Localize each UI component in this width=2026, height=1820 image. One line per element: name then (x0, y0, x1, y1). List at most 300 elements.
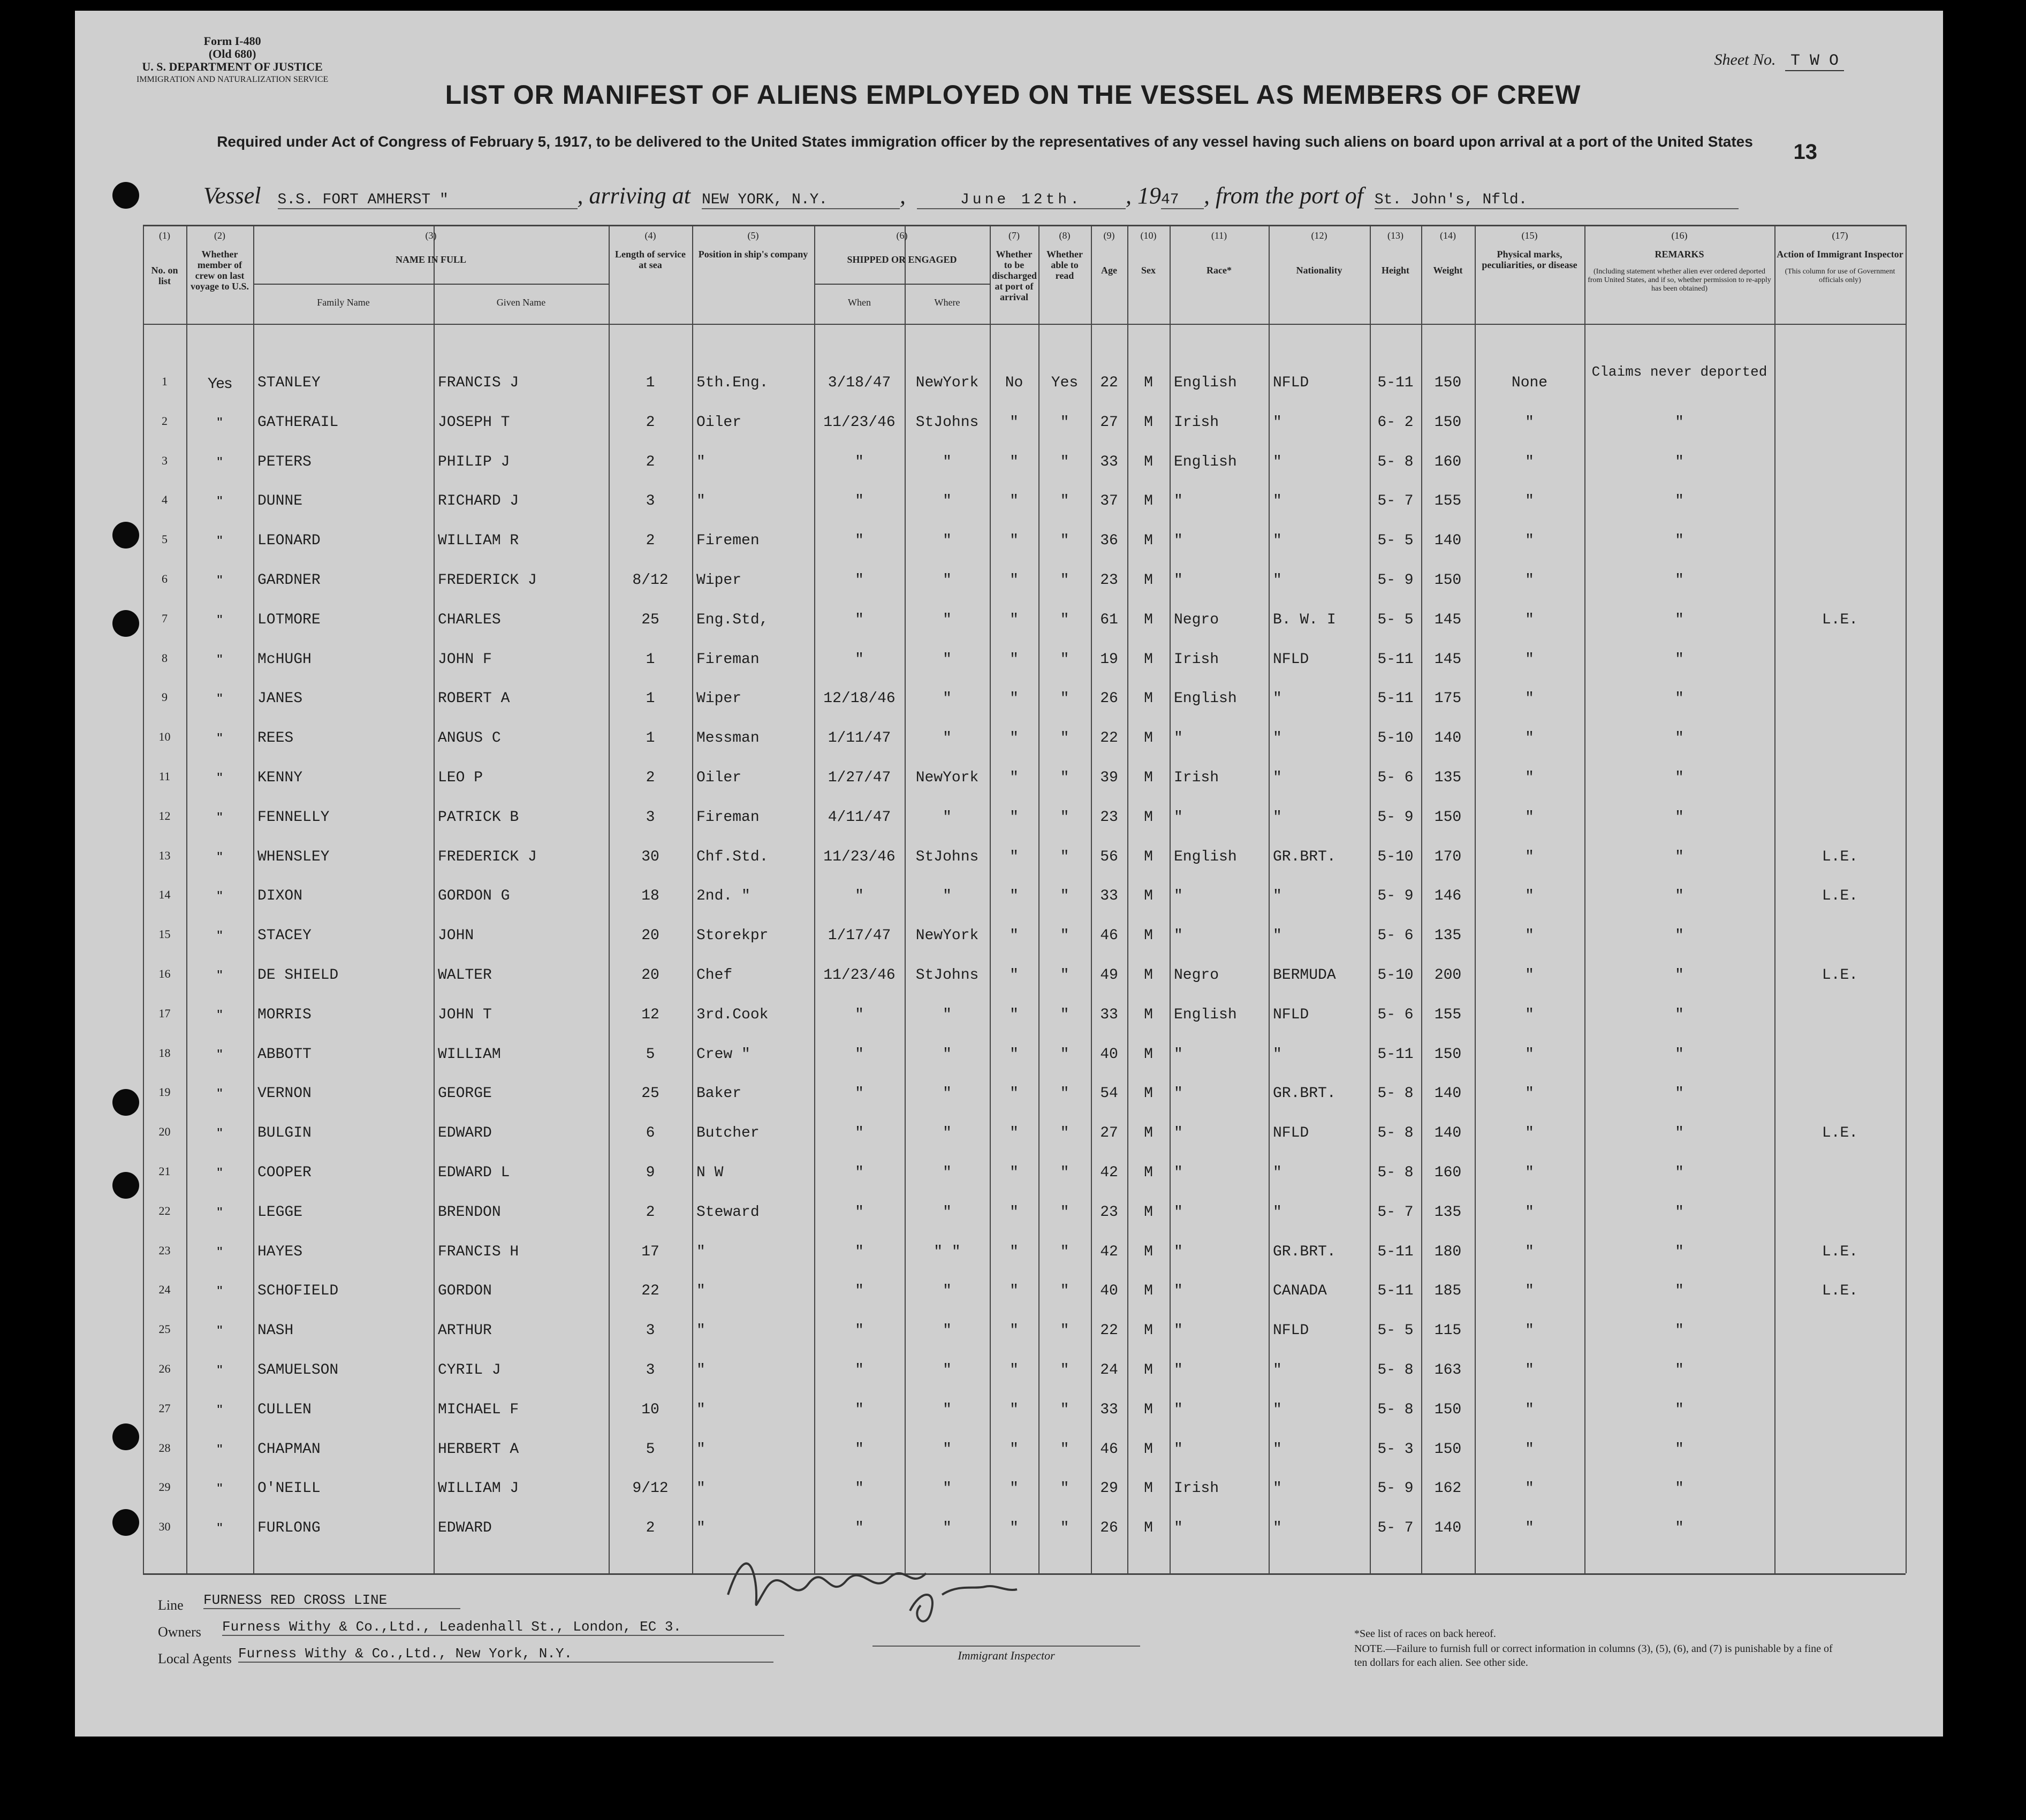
table-cell: 160 (1434, 1164, 1462, 1181)
table-cell: 135 (1434, 927, 1462, 945)
table-cell: M (1144, 1441, 1153, 1458)
table-cell: Irish (1174, 770, 1219, 786)
table-cell: 22 (1100, 730, 1118, 747)
table-cell: M (1144, 770, 1153, 786)
table-cell: 5- 9 (1377, 809, 1414, 826)
table-cell: Fireman (696, 651, 760, 668)
table-cell: " (1675, 848, 1684, 865)
table-cell: 20 (641, 967, 659, 984)
vessel-label: Vessel (203, 182, 261, 209)
table-cell: 145 (1434, 651, 1462, 668)
table-cell: GR.BRT. (1273, 848, 1336, 865)
table-cell: " (217, 809, 223, 826)
table-cell: 150 (1434, 1441, 1462, 1458)
table-cell: L.E. (1822, 1283, 1858, 1300)
table-cell: " (1675, 927, 1684, 945)
row-number: 21 (158, 1164, 171, 1178)
column-header: Race* (1207, 265, 1232, 276)
table-cell: M (1144, 848, 1153, 865)
table-cell: " (943, 1322, 952, 1339)
table-cell: 115 (1434, 1322, 1462, 1339)
table-cell: " (1060, 1006, 1069, 1023)
table-cell: " (943, 1046, 952, 1063)
column-subheader: Family Name (317, 297, 370, 308)
table-cell: " (1675, 453, 1684, 470)
table-cell: 5- 7 (1377, 1204, 1414, 1221)
agents-value: Furness Withy & Co.,Ltd., New York, N.Y. (238, 1646, 773, 1663)
table-cell: " (1525, 532, 1534, 550)
table-cell: " (1273, 1164, 1282, 1181)
table-cell: English (1174, 453, 1237, 470)
table-cell: 146 (1434, 888, 1462, 905)
table-cell: 5-10 (1377, 967, 1414, 984)
table-cell: 2 (646, 770, 655, 786)
table-cell: M (1144, 730, 1153, 747)
row-number: 15 (158, 927, 171, 941)
table-cell: " (217, 611, 223, 628)
table-cell: Irish (1174, 1480, 1219, 1497)
table-cell: " (1010, 1322, 1019, 1339)
table-cell: SCHOFIELD (257, 1283, 339, 1300)
form-number: Form I-480 (203, 34, 261, 48)
column-header: Position in ship's company (698, 249, 808, 260)
table-cell: M (1144, 1480, 1153, 1497)
table-cell: " (855, 1401, 864, 1418)
column-number: (16) (1671, 230, 1688, 241)
column-number: (7) (1008, 230, 1020, 241)
table-cell: " (1675, 1243, 1684, 1260)
table-cell: " (1525, 1441, 1534, 1458)
table-cell: 19 (1100, 651, 1118, 668)
column-number: (1) (159, 230, 170, 241)
table-cell: " (943, 1204, 952, 1221)
table-cell: M (1144, 1283, 1153, 1300)
table-cell: " (855, 1125, 864, 1142)
table-cell: 180 (1434, 1243, 1462, 1260)
table-cell: " (1010, 611, 1019, 628)
table-cell: 3/18/47 (828, 375, 891, 391)
table-cell: Irish (1174, 651, 1219, 668)
table-cell: 23 (1100, 572, 1118, 589)
table-cell: 162 (1434, 1480, 1462, 1497)
table-cell: CYRIL J (438, 1362, 501, 1379)
row-number: 6 (162, 572, 168, 585)
table-cell: 5- 9 (1377, 888, 1414, 905)
table-cell: " (943, 651, 952, 668)
table-cell: " (1174, 532, 1183, 550)
table-cell: 5- 8 (1377, 1085, 1414, 1102)
table-cell: " (1273, 493, 1282, 510)
table-cell: LOTMORE (257, 611, 321, 628)
table-cell: Steward (696, 1204, 760, 1221)
table-cell: " (1174, 1204, 1183, 1221)
table-cell: 5- 5 (1377, 1322, 1414, 1339)
arrival-year: 47 (1161, 192, 1204, 209)
table-cell: " (217, 1204, 223, 1221)
column-header: SHIPPED OR ENGAGED (847, 254, 957, 265)
table-cell: " (943, 1164, 952, 1181)
column-header: Length of service at sea (615, 249, 686, 270)
table-cell: " (1060, 1085, 1069, 1102)
table-cell: " (943, 1125, 952, 1142)
table-cell: " (217, 414, 223, 431)
table-cell: GATHERAIL (257, 414, 339, 431)
column-number: (5) (747, 230, 759, 241)
table-cell: M (1144, 532, 1153, 550)
table-cell: JOHN (438, 927, 474, 945)
table-cell: " (217, 1480, 223, 1497)
table-cell: GARDNER (257, 572, 321, 589)
table-cell: " (1060, 453, 1069, 470)
table-cell: " (1525, 1204, 1534, 1221)
table-cell: JANES (257, 690, 303, 707)
table-cell: 17 (641, 1243, 659, 1260)
table-cell: " (1174, 1283, 1183, 1300)
table-cell: " (943, 809, 952, 826)
table-cell: BULGIN (257, 1125, 312, 1142)
table-cell: " (696, 493, 705, 510)
table-cell: 42 (1100, 1243, 1118, 1260)
row-number: 3 (162, 453, 168, 467)
table-cell: STACEY (257, 927, 312, 945)
table-cell: " (1010, 1480, 1019, 1497)
table-cell: KENNY (257, 770, 303, 786)
table-cell: " (1010, 1441, 1019, 1458)
table-cell: " (1525, 1480, 1534, 1497)
table-cell: 11/23/46 (823, 414, 896, 431)
table-cell: 23 (1100, 1204, 1118, 1221)
table-cell: " (1273, 1480, 1282, 1497)
table-cell: 145 (1434, 611, 1462, 628)
table-cell: Wiper (696, 690, 742, 707)
table-cell: " (1675, 1283, 1684, 1300)
table-cell: WALTER (438, 967, 492, 984)
table-cell: FENNELLY (257, 809, 330, 826)
table-cell: " (1675, 730, 1684, 747)
table-cell: GORDON (438, 1283, 492, 1300)
table-cell: " (1060, 651, 1069, 668)
table-cell: " (1525, 1322, 1534, 1339)
table-cell: 150 (1434, 809, 1462, 826)
table-cell: " (1010, 730, 1019, 747)
table-cell: " (1010, 809, 1019, 826)
table-cell: " (1525, 572, 1534, 589)
form-old-number: (Old 680) (208, 47, 256, 60)
table-cell: " (1675, 1164, 1684, 1181)
table-cell: M (1144, 375, 1153, 391)
table-cell: " (1060, 572, 1069, 589)
table-cell: GR.BRT. (1273, 1243, 1336, 1260)
service-name: IMMIGRATION AND NATURALIZATION SERVICE (136, 75, 329, 84)
table-cell: 3 (646, 1362, 655, 1379)
table-cell: " (1525, 1046, 1534, 1063)
table-cell: Oiler (696, 414, 742, 431)
table-cell: 27 (1100, 1125, 1118, 1142)
table-cell: " (217, 1085, 223, 1102)
table-cell: " (943, 1283, 952, 1300)
table-cell: FREDERICK J (438, 572, 537, 589)
table-cell: Chf.Std. (696, 848, 769, 865)
table-cell: " (1010, 1520, 1019, 1537)
table-cell: " (1525, 1164, 1534, 1181)
table-cell: DE SHIELD (257, 967, 339, 984)
form-identifier (136, 35, 328, 86)
table-cell: Oiler (696, 770, 742, 786)
table-cell: " (1273, 1520, 1282, 1537)
table-cell: WILLIAM (438, 1046, 501, 1063)
table-cell: FRANCIS J (438, 375, 519, 391)
table-cell: 1/11/47 (828, 730, 891, 747)
table-cell: " (1060, 927, 1069, 945)
table-cell: " (1060, 1204, 1069, 1221)
table-cell: " (1010, 1125, 1019, 1142)
column-subheader: (This column for use of Government officials only) (1785, 268, 1895, 284)
column-header: Age (1101, 265, 1117, 276)
column-header: REMARKS (1655, 249, 1704, 260)
table-cell: " (943, 888, 952, 905)
table-cell: " (1273, 1204, 1282, 1221)
table-cell: " (943, 1006, 952, 1023)
port-label: from the port of (1215, 182, 1363, 209)
column-rule (434, 225, 435, 1573)
table-cell: 5-10 (1377, 848, 1414, 865)
table-cell: NFLD (1273, 1322, 1309, 1339)
table-cell: " (1675, 967, 1684, 984)
table-cell: " (1525, 493, 1534, 510)
column-number: (2) (214, 230, 225, 241)
page-subtitle: Required under Act of Congress of February 5, 1917, to be delivered to the United States immigration officer by the representatives of any vessel having such aliens on board upon arrival at a port of the United States (217, 133, 1753, 150)
table-cell: " (1525, 770, 1534, 786)
table-cell: " (1060, 1520, 1069, 1537)
table-cell: " (1060, 1362, 1069, 1379)
header-bottom-rule (143, 324, 1906, 325)
table-cell: 40 (1100, 1046, 1118, 1063)
table-cell: 160 (1434, 453, 1462, 470)
table-cell: " (855, 888, 864, 905)
table-cell: " (855, 1204, 864, 1221)
table-cell: M (1144, 690, 1153, 707)
table-cell: " " (934, 1243, 961, 1260)
column-rule (1269, 225, 1270, 1573)
table-cell: " (1060, 1243, 1069, 1260)
table-cell: None (1511, 375, 1548, 391)
table-cell: 46 (1100, 927, 1118, 945)
row-number: 14 (158, 888, 171, 902)
table-cell: " (1525, 1125, 1534, 1142)
punch-hole (112, 1172, 139, 1199)
table-cell: 1 (646, 690, 655, 707)
column-subheader: Given Name (496, 297, 546, 308)
table-cell: " (1273, 572, 1282, 589)
table-cell: 33 (1100, 888, 1118, 905)
table-cell: " (1010, 453, 1019, 470)
table-cell: 2nd. " (696, 888, 750, 905)
table-cell: BERMUDA (1273, 967, 1336, 984)
table-cell: Yes (1051, 375, 1079, 391)
table-cell: " (696, 1520, 705, 1537)
table-cell: " (1273, 927, 1282, 945)
arrival-date: June 12th. (917, 192, 1126, 209)
table-cell: B. W. I (1273, 611, 1336, 628)
column-header: Whether to be discharged at port of arrival (992, 249, 1037, 302)
row-number: 26 (158, 1362, 171, 1375)
table-cell: 155 (1434, 1006, 1462, 1023)
table-cell: " (1174, 1401, 1183, 1418)
table-cell: BRENDON (438, 1204, 501, 1221)
sheet-number (1709, 51, 1845, 70)
table-cell: " (1060, 1322, 1069, 1339)
table-cell: " (855, 493, 864, 510)
table-cell: " (1174, 493, 1183, 510)
sheet-label: Sheet No. (1714, 51, 1776, 68)
table-cell: " (1525, 1283, 1534, 1300)
table-cell: 5th.Eng. (696, 375, 769, 391)
table-cell: NFLD (1273, 651, 1309, 668)
table-cell: Fireman (696, 809, 760, 826)
table-cell: 200 (1434, 967, 1462, 984)
table-cell: M (1144, 651, 1153, 668)
table-cell: " (696, 453, 705, 470)
table-cell: " (943, 611, 952, 628)
table-cell: 1 (646, 651, 655, 668)
table-cell: " (1060, 1046, 1069, 1063)
table-cell: " (1010, 1006, 1019, 1023)
table-cell: " (217, 1322, 223, 1339)
inspector-label: Immigrant Inspector (872, 1646, 1140, 1663)
table-top-rule (143, 225, 1906, 226)
table-cell: Irish (1174, 414, 1219, 431)
table-cell: 155 (1434, 493, 1462, 510)
table-cell: No (1005, 375, 1023, 391)
table-cell: McHUGH (257, 651, 312, 668)
table-cell: 40 (1100, 1283, 1118, 1300)
vessel-line: Vessel S.S. FORT AMHERST " , arriving at NEW YORK, N.Y. , June 12th. , 1947 , from the port of St. John's, Nfld. (203, 182, 1739, 209)
table-cell: " (1010, 1243, 1019, 1260)
table-cell: 23 (1100, 809, 1118, 826)
table-cell: 9/12 (632, 1480, 669, 1497)
table-cell: CANADA (1273, 1283, 1327, 1300)
table-cell: 24 (1100, 1362, 1118, 1379)
table-cell: " (217, 1441, 223, 1458)
table-cell: " (1675, 1520, 1684, 1537)
table-cell: 33 (1100, 1401, 1118, 1418)
table-cell: HERBERT A (438, 1441, 519, 1458)
table-cell: " (696, 1401, 705, 1418)
table-cell: 9 (646, 1164, 655, 1181)
table-cell: " (1675, 1046, 1684, 1063)
table-cell: 11/23/46 (823, 967, 896, 984)
table-cell: " (217, 967, 223, 984)
table-cell: 140 (1434, 730, 1462, 747)
table-cell: M (1144, 1520, 1153, 1537)
table-cell: REES (257, 730, 294, 747)
table-cell: L.E. (1822, 1125, 1858, 1142)
table-cell: " (855, 1520, 864, 1537)
row-number: 9 (162, 690, 168, 704)
table-cell: RICHARD J (438, 493, 519, 510)
table-cell: STANLEY (257, 375, 321, 391)
table-cell: 140 (1434, 1085, 1462, 1102)
arriving-label: arriving at (589, 182, 690, 209)
table-cell: " (1010, 493, 1019, 510)
table-cell: FURLONG (257, 1520, 321, 1537)
table-cell: " (1525, 1401, 1534, 1418)
table-cell: " (1010, 414, 1019, 431)
table-cell: 1 (646, 375, 655, 391)
year-prefix: 19 (1137, 182, 1161, 209)
table-cell: " (1525, 611, 1534, 628)
departure-port: St. John's, Nfld. (1375, 192, 1739, 209)
department-name: U. S. DEPARTMENT OF JUSTICE (142, 60, 323, 73)
table-cell: Crew " (696, 1046, 750, 1063)
table-cell: " (1010, 532, 1019, 550)
table-cell: NFLD (1273, 1006, 1309, 1023)
row-number: 4 (162, 493, 168, 507)
table-cell: " (1675, 809, 1684, 826)
column-rule (692, 225, 693, 1573)
table-cell: 5-10 (1377, 730, 1414, 747)
table-cell: " (855, 1480, 864, 1497)
table-cell: M (1144, 1046, 1153, 1063)
table-cell: " (1525, 809, 1534, 826)
table-cell: M (1144, 611, 1153, 628)
table-cell: " (1675, 572, 1684, 589)
table-cell: 27 (1100, 414, 1118, 431)
table-cell: 33 (1100, 1006, 1118, 1023)
table-cell: PATRICK B (438, 809, 519, 826)
table-cell: " (1174, 1125, 1183, 1142)
table-cell: M (1144, 1085, 1153, 1102)
table-cell: MICHAEL F (438, 1401, 519, 1418)
row-number: 5 (162, 532, 168, 546)
table-cell: " (1010, 1401, 1019, 1418)
table-cell: " (217, 1046, 223, 1063)
column-number: (6) (896, 230, 908, 241)
table-cell: M (1144, 1362, 1153, 1379)
row-number: 25 (158, 1322, 171, 1336)
row-number: 2 (162, 414, 168, 428)
table-cell: COOPER (257, 1164, 312, 1181)
table-cell: 5- 8 (1377, 1164, 1414, 1181)
table-cell: " (855, 453, 864, 470)
table-cell: " (1675, 690, 1684, 707)
column-number: (15) (1521, 230, 1538, 241)
table-cell: " (1010, 690, 1019, 707)
table-cell: Claims never deported (1591, 364, 1767, 380)
row-number: 24 (158, 1283, 171, 1297)
table-cell: PETERS (257, 453, 312, 470)
table-cell: 2 (646, 1204, 655, 1221)
table-cell: " (696, 1283, 705, 1300)
table-cell: 42 (1100, 1164, 1118, 1181)
table-cell: MORRIS (257, 1006, 312, 1023)
table-cell: M (1144, 414, 1153, 431)
page-number: 13 (1793, 140, 1817, 164)
table-cell: " (1174, 1164, 1183, 1181)
table-cell: M (1144, 1401, 1153, 1418)
table-cell: " (1675, 414, 1684, 431)
table-cell: " (1010, 651, 1019, 668)
table-cell: " (1675, 1480, 1684, 1497)
owners-value: Furness Withy & Co.,Ltd., Leadenhall St., London, EC 3. (222, 1619, 784, 1636)
table-cell: " (1525, 1085, 1534, 1102)
table-cell: " (1010, 572, 1019, 589)
table-cell: Wiper (696, 572, 742, 589)
table-cell: 46 (1100, 1441, 1118, 1458)
table-cell: " (1675, 1204, 1684, 1221)
row-number: 23 (158, 1243, 171, 1257)
table-cell: " (217, 848, 223, 865)
